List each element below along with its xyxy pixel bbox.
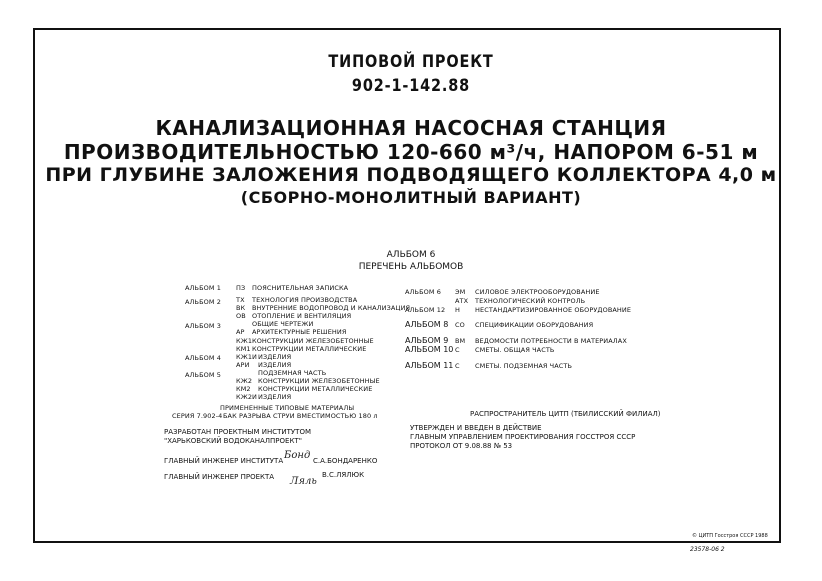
title-line-3: ПРИ ГЛУБИНЕ ЗАЛОЖЕНИЯ ПОДВОДЯЩЕГО КОЛЛЕКТОРА 4,0 м	[45, 164, 777, 186]
list-item-code: КМ2	[236, 385, 251, 393]
list-item-text: ИЗДЕЛИЯ	[258, 353, 292, 361]
distributor: РАСПРОСТРАНИТЕЛЬ ЦИТП (ТБИЛИССКИЙ ФИЛИАЛ)	[470, 410, 661, 418]
title-line-1: КАНАЛИЗАЦИОННАЯ НАСОСНАЯ СТАНЦИЯ	[155, 116, 667, 140]
chief-engineer-institute-name: С.А.БОНДАРЕНКО	[313, 457, 378, 465]
list-item-text: НЕСТАНДАРТИЗИРОВАННОЕ ОБОРУДОВАНИЕ	[475, 306, 632, 314]
materials-series-text: БАК РАЗРЫВА СТРУИ ВМЕСТИМОСТЬЮ 180 л	[223, 412, 378, 420]
list-item-album: АЛЬБОМ 9	[405, 336, 449, 345]
developer-line-1: РАЗРАБОТАН ПРОЕКТНЫМ ИНСТИТУТОМ	[164, 428, 312, 436]
list-item-album: АЛЬБОМ 8	[405, 320, 449, 329]
list-item-text: КОНСТРУКЦИИ МЕТАЛЛИЧЕСКИЕ	[252, 345, 367, 353]
copyright: © ЦИТП Госстроя СССР 1988	[692, 533, 768, 539]
list-item-code: КМ1	[236, 345, 251, 353]
developer-line-2: "ХАРЬКОВСКИЙ ВОДОКАНАЛПРОЕКТ"	[164, 437, 302, 445]
project-number: 902-1-142.88	[351, 76, 471, 96]
list-item-code: ОВ	[236, 312, 246, 320]
list-item-code: АРИ	[236, 361, 250, 369]
list-item-code: КЖ1И	[236, 353, 258, 361]
list-item-text: АРХИТЕКТУРНЫЕ РЕШЕНИЯ	[252, 328, 347, 336]
list-item-text: ВЕДОМОСТИ ПОТРЕБНОСТИ В МАТЕРИАЛАХ	[475, 337, 627, 345]
list-item-text: СМЕТЫ. ПОДЗЕМНАЯ ЧАСТЬ	[475, 362, 573, 370]
list-item-code: КЖ1	[236, 337, 253, 345]
list-item-album: АЛЬБОМ 11	[405, 361, 454, 370]
title-line-2: ПРОИЗВОДИТЕЛЬНОСТЬЮ 120-660 м³/ч, НАПОРОМ 6-51 м	[63, 140, 759, 164]
list-item-code: ВК	[236, 304, 246, 312]
list-item-code: АТХ	[455, 297, 469, 305]
album-list-heading: ПЕРЕЧЕНЬ АЛЬБОМОВ	[358, 262, 464, 272]
title-line-4: (СБОРНО-МОНОЛИТНЫЙ ВАРИАНТ)	[240, 188, 582, 207]
list-item-code: ПЗ	[236, 284, 246, 292]
approval-line-1: УТВЕРЖДЕН И ВВЕДЕН В ДЕЙСТВИЕ	[410, 424, 542, 432]
list-item-code: Н	[455, 306, 460, 314]
chief-engineer-project-signature: Ляль	[290, 476, 317, 487]
list-item-text: КОНСТРУКЦИИ МЕТАЛЛИЧЕСКИЕ	[258, 385, 373, 393]
chief-engineer-institute-role: ГЛАВНЫЙ ИНЖЕНЕР ИНСТИТУТА	[164, 457, 284, 465]
album-title: АЛЬБОМ 6	[386, 250, 436, 260]
list-item-text: СПЕЦИФИКАЦИИ ОБОРУДОВАНИЯ	[475, 321, 594, 329]
drawing-frame	[33, 28, 781, 543]
list-item-text: ОБЩИЕ ЧЕРТЕЖИ	[252, 320, 314, 328]
list-item-code: ТХ	[236, 296, 245, 304]
typical-project-label: ТИПОВОЙ ПРОЕКТ	[328, 52, 494, 72]
materials-series: СЕРИЯ 7.902-4	[172, 412, 223, 420]
list-item-code: АР	[236, 328, 245, 336]
inventory-stamp: 23578-06 2	[690, 546, 725, 553]
list-item-text: ТЕХНОЛОГИЧЕСКИЙ КОНТРОЛЬ	[475, 297, 586, 305]
list-item-text: СИЛОВОЕ ЭЛЕКТРООБОРУДОВАНИЕ	[475, 288, 600, 296]
list-item-text: ПОДЗЕМНАЯ ЧАСТЬ	[258, 369, 327, 377]
approval-line-3: ПРОТОКОЛ ОТ 9.08.88 № 53	[410, 442, 513, 450]
list-item-album: АЛЬБОМ 1	[185, 284, 221, 292]
approval-line-2: ГЛАВНЫМ УПРАВЛЕНИЕМ ПРОЕКТИРОВАНИЯ ГОССТРОЯ СССР	[410, 433, 636, 441]
list-item-code: СО	[455, 321, 465, 329]
list-item-text: СМЕТЫ. ОБЩАЯ ЧАСТЬ	[475, 346, 555, 354]
frame-tick	[779, 30, 780, 38]
list-item-album: АЛЬБОМ 3	[185, 322, 221, 330]
list-item-text: ИЗДЕЛИЯ	[258, 393, 292, 401]
chief-engineer-project-role: ГЛАВНЫЙ ИНЖЕНЕР ПРОЕКТА	[164, 473, 275, 481]
list-item-code: С	[455, 362, 460, 370]
list-item-text: ВНУТРЕННИЕ ВОДОПРОВОД И КАНАЛИЗАЦИЯ	[252, 304, 411, 312]
chief-engineer-project-name: В.С.ЛЯЛЮК	[322, 471, 365, 479]
list-item-text: ИЗДЕЛИЯ	[258, 361, 292, 369]
list-item-code: ВМ	[455, 337, 466, 345]
list-item-album: АЛЬБОМ 6	[405, 288, 441, 296]
list-item-text: КОНСТРУКЦИИ ЖЕЛЕЗОБЕТОННЫЕ	[252, 337, 374, 345]
frame-tick	[779, 55, 780, 63]
materials-heading: ПРИМЕНЕННЫЕ ТИПОВЫЕ МАТЕРИАЛЫ	[220, 404, 355, 412]
chief-engineer-institute-signature: Бонд	[284, 450, 311, 461]
list-item-album: АЛЬБОМ 12	[405, 306, 446, 314]
list-item-text: ОТОПЛЕНИЕ И ВЕНТИЛЯЦИЯ	[252, 312, 352, 320]
list-item-album: АЛЬБОМ 10	[405, 345, 454, 354]
list-item-code: С	[455, 346, 460, 354]
list-item-code: КЖ2И	[236, 393, 258, 401]
list-item-text: КОНСТРУКЦИИ ЖЕЛЕЗОБЕТОННЫЕ	[258, 377, 380, 385]
list-item-album: АЛЬБОМ 5	[185, 371, 221, 379]
list-item-text: ПОЯСНИТЕЛЬНАЯ ЗАПИСКА	[252, 284, 349, 292]
list-item-album: АЛЬБОМ 2	[185, 298, 221, 306]
list-item-code: ЭМ	[455, 288, 466, 296]
list-item-album: АЛЬБОМ 4	[185, 354, 221, 362]
list-item-code: КЖ2	[236, 377, 253, 385]
list-item-text: ТЕХНОЛОГИЯ ПРОИЗВОДСТВА	[252, 296, 358, 304]
